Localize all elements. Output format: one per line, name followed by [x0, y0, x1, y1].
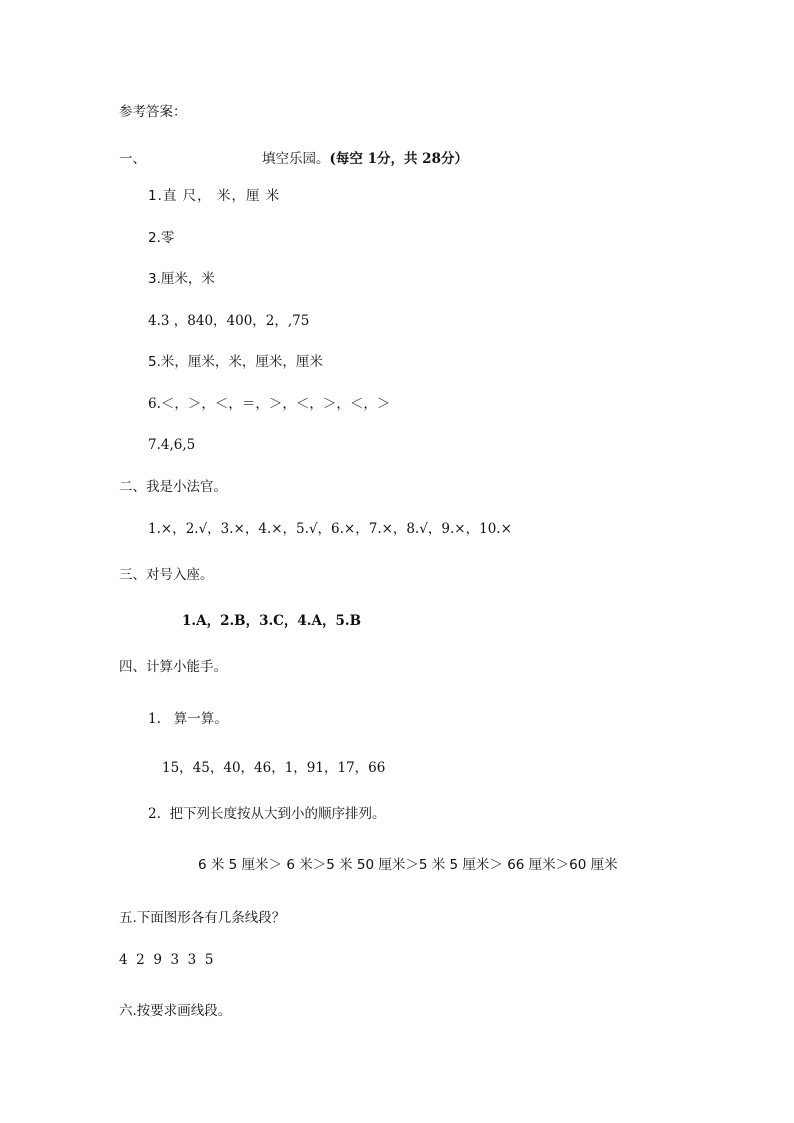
section-4-sub-1-title: 算一算。: [173, 711, 228, 727]
section-3-answers: 1.A，2.B，3.C，4.A，5.B: [182, 613, 361, 629]
section-1-item-4: 4.3 ，840，400，2，,75: [148, 313, 310, 329]
section-4-sub-2-label: 2.: [148, 806, 161, 822]
section-1-item-3: 3.厘米，米: [148, 271, 215, 287]
section-1-heading: [119, 150, 468, 168]
section-2-title: 二、我是小法官。: [119, 479, 227, 495]
section-3-title: 三、对号入座。: [119, 567, 214, 583]
section-5-title: 五.下面图形各有几条线段？: [119, 910, 286, 926]
section-1-item-1: 1.直 尺， 米，厘 米: [148, 188, 281, 204]
section-4-sub-1-label: 1.: [148, 711, 161, 727]
section-1-item-5: 5.米，厘米，米，厘米，厘米: [148, 354, 323, 370]
section-4-sub-2-answer: 6 米 5 厘米＞ 6 米＞5 米 50 厘米＞5 米 5 厘米＞ 66 厘米＞60 厘米: [198, 857, 618, 873]
section-5-answers: 4 2 9 3 3 5: [119, 952, 214, 968]
section-1-item-6: 6.＜，＞，＜，＝，＞，＜，＞，＜，＞: [148, 396, 391, 412]
section-1-title: 填空乐园。: [262, 151, 330, 167]
section-4-sub-1-heading: [148, 710, 228, 728]
section-4-sub-1-answers: 15，45，40，46，1，91，17，66: [162, 760, 386, 776]
page-title: 参考答案：: [119, 104, 187, 120]
section-4-title: 四、计算小能手。: [119, 659, 227, 675]
section-2-answers: 1.×，2.√，3.×，4.×，5.√，6.×，7.×，8.√，9.×，10.×: [148, 521, 512, 537]
section-1-item-7: 7.4,6,5: [148, 437, 196, 453]
section-4-sub-2-title: 把下列长度按从大到小的顺序排列。: [169, 806, 386, 822]
section-6-title: 六.按要求画线段。: [119, 1003, 232, 1019]
section-1-label: 一、: [119, 151, 146, 167]
section-1-score-note: (每空 1分，共 28分）: [329, 151, 468, 167]
section-4-sub-2-heading: [148, 805, 385, 823]
section-1-item-2: 2.零: [148, 230, 175, 246]
